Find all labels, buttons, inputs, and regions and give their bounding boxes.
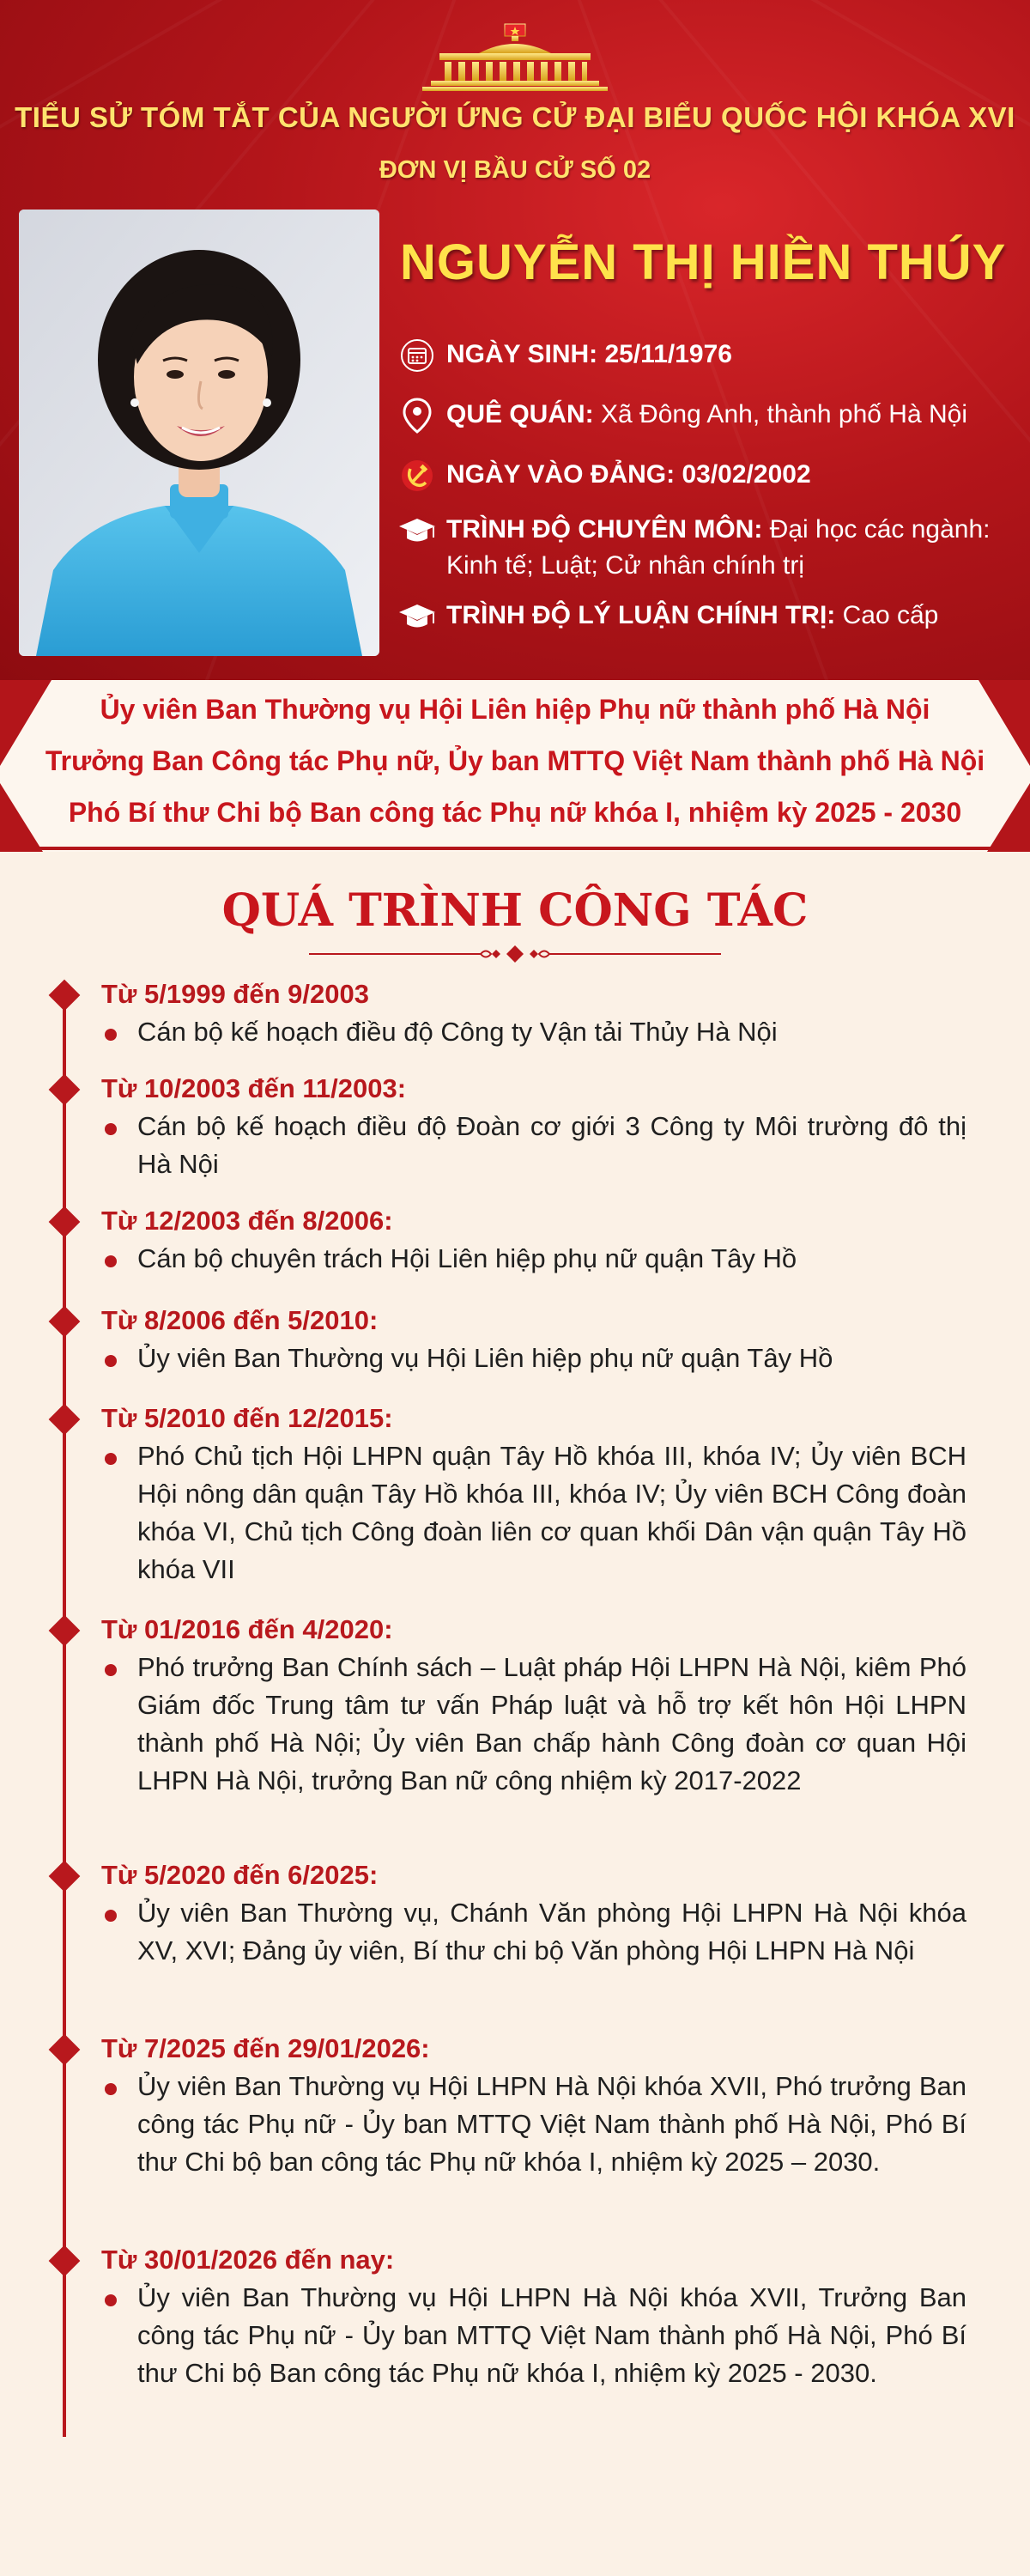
bullet-dot <box>105 1355 117 1367</box>
entry-period: Từ 7/2025 đến 29/01/2026: <box>101 2033 430 2063</box>
bullet-dot <box>105 1255 117 1267</box>
timeline-marker <box>49 1206 81 1238</box>
entry-description: Phó trưởng Ban Chính sách – Luật pháp Hội LHPN Hà Nội, kiêm Phó Giám đốc Trung tâm tư vấn Pháp luật và hỗ trợ kết hôn Hội LHPN thành phố Hà Nội; Ủy viên Ban chấp hành Công đoàn cơ quan Hội LHPN Hà Nội, trưởng Ban nữ công nhiệm kỳ 2017-2022 <box>137 1652 966 1795</box>
bullet-dot <box>105 1029 117 1041</box>
bullet-dot <box>105 2083 117 2095</box>
timeline-marker <box>49 1615 81 1647</box>
bullet-dot <box>105 1453 117 1465</box>
page-subtitle: ĐƠN VỊ BẦU CỬ SỐ 02 <box>379 156 651 184</box>
entry-description: Ủy viên Ban Thường vụ Hội Liên hiệp phụ nữ quận Tây Hồ <box>137 1343 833 1373</box>
parliament-building-icon <box>419 19 611 93</box>
header-section <box>0 0 1030 687</box>
page-title: TIỂU SỬ TÓM TẮT CỦA NGƯỜI ỨNG CỬ ĐẠI BIỂU QUỐC HỘI KHÓA XVI <box>15 101 1015 133</box>
bullet-dot <box>105 2294 117 2306</box>
location-pin-icon <box>393 397 441 434</box>
bullet-dot <box>105 1123 117 1135</box>
entry-description: Cán bộ kế hoạch điều độ Đoàn cơ giới 3 Công ty Môi trường đô thị Hà Nội <box>137 1111 966 1179</box>
timeline-marker <box>49 2034 81 2066</box>
info-qualification: TRÌNH ĐỘ CHUYÊN MÔN: Đại học các ngành: Kinh tế; Luật; Cử nhân chính trị <box>393 512 1011 584</box>
entry-period: Từ 01/2016 đến 4/2020: <box>101 1614 393 1644</box>
timeline-marker <box>49 1074 81 1106</box>
calendar-icon <box>393 337 441 374</box>
entry-period: Từ 8/2006 đến 5/2010: <box>101 1305 379 1335</box>
bullet-dot <box>105 1910 117 1922</box>
timeline-marker <box>49 1306 81 1338</box>
graduation-cap-icon <box>393 512 441 550</box>
info-party-date: NGÀY VÀO ĐẢNG: 03/02/2002 <box>393 457 1011 495</box>
info-political-theory: TRÌNH ĐỘ LÝ LUẬN CHÍNH TRỊ: Cao cấp <box>393 598 1011 635</box>
divider-ornament <box>309 943 721 965</box>
entry-description: Phó Chủ tịch Hội LHPN quận Tây Hồ khóa III, khóa IV; Ủy viên BCH Hội nông dân quận Tây Hồ khóa III, khóa IV; Ủy viên BCH Công đoàn khóa VI, Chủ tịch Công đoàn liên cơ quan khối Dân vận quận Tây Hồ khóa VII <box>137 1441 966 1584</box>
entry-period: Từ 5/1999 đến 9/2003 <box>101 979 369 1009</box>
entry-description: Ủy viên Ban Thường vụ, Chánh Văn phòng Hội LHPN Hà Nội khóa XV, XVI; Đảng ủy viên, Bí thư chi bộ Văn phòng Hội LHPN Hà Nội <box>137 1898 966 1965</box>
timeline-marker <box>49 1861 81 1893</box>
entry-period: Từ 12/2003 đến 8/2006: <box>101 1206 393 1236</box>
entry-description: Cán bộ chuyên trách Hội Liên hiệp phụ nữ quận Tây Hồ <box>137 1243 797 1273</box>
info-hometown: QUÊ QUÁN: Xã Đông Anh, thành phố Hà Nội <box>393 397 1011 434</box>
timeline-marker <box>49 980 81 1012</box>
current-positions-banner <box>0 680 1030 852</box>
entry-period: Từ 5/2010 đến 12/2015: <box>101 1403 393 1433</box>
info-birth-date: NGÀY SINH: 25/11/1976 <box>393 337 1011 374</box>
entry-period: Từ 30/01/2026 đến nay: <box>101 2245 395 2275</box>
entry-description: Ủy viên Ban Thường vụ Hội LHPN Hà Nội khóa XVII, Phó trưởng Ban công tác Phụ nữ - Ủy ban MTTQ Việt Nam thành phố Hà Nội, Phó Bí thư Chi bộ ban công tác Phụ nữ khóa I, nhiệm kỳ 2025 – 2030. <box>137 2071 966 2177</box>
entry-period: Từ 5/2020 đến 6/2025: <box>101 1860 379 1890</box>
candidate-portrait <box>19 210 379 656</box>
candidate-name: NGUYỄN THỊ HIỀN THÚY <box>400 234 1007 290</box>
position-line-3: Phó Bí thư Chi bộ Ban công tác Phụ nữ khóa I, nhiệm kỳ 2025 - 2030 <box>68 797 962 828</box>
graduation-cap-icon <box>393 598 441 635</box>
entry-period: Từ 10/2003 đến 11/2003: <box>101 1073 407 1103</box>
position-line-2: Trưởng Ban Công tác Phụ nữ, Ủy ban MTTQ Việt Nam thành phố Hà Nội <box>45 745 985 776</box>
hammer-sickle-icon <box>393 457 441 495</box>
bullet-dot <box>105 1664 117 1676</box>
position-line-1: Ủy viên Ban Thường vụ Hội Liên hiệp Phụ nữ thành phố Hà Nội <box>100 694 930 725</box>
timeline-marker <box>49 2245 81 2277</box>
entry-description: Cán bộ kế hoạch điều độ Công ty Vận tải Thủy Hà Nội <box>137 1017 778 1047</box>
section-title: QUÁ TRÌNH CÔNG TÁC <box>221 884 809 937</box>
entry-description: Ủy viên Ban Thường vụ Hội LHPN Hà Nội khóa XVII, Trưởng Ban công tác Phụ nữ - Ủy ban MTTQ Việt Nam thành phố Hà Nội, Phó Bí thư Chi bộ Ban công tác Phụ nữ khóa I, nhiệm kỳ 2025 - 2030. <box>137 2282 966 2388</box>
timeline-marker <box>49 1404 81 1436</box>
